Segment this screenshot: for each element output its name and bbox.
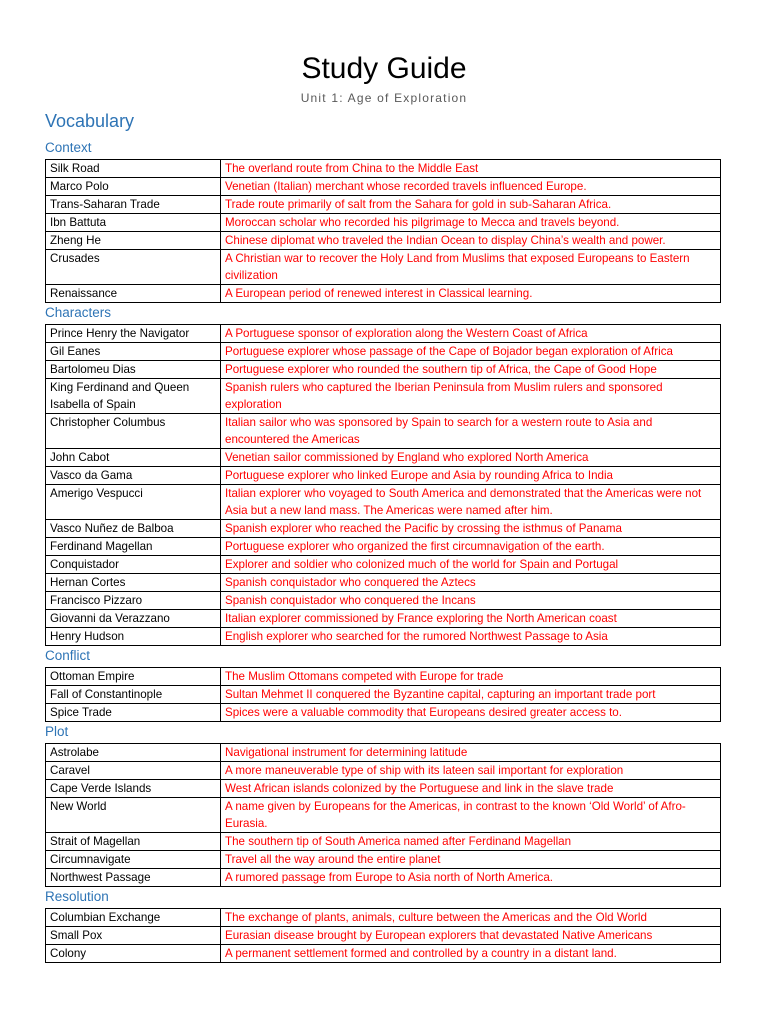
term-cell: Colony [46,945,221,963]
definition-cell: Italian sailor who was sponsored by Spain to search for a western route to Asia and encountered the Americas [221,414,721,449]
table-row [46,325,721,343]
table-row [46,160,721,178]
table-row [46,214,721,232]
definition-cell: A permanent settlement formed and controlled by a country in a distant land. [221,945,721,963]
term-cell: Crusades [46,250,221,285]
definition-cell: The overland route from China to the Middle East [221,160,721,178]
table-row [46,232,721,250]
page-subtitle: Unit 1: Age of Exploration [300,91,468,105]
term-cell: Spice Trade [46,704,221,722]
definition-cell: A Christian war to recover the Holy Land from Muslims that exposed Europeans to Eastern civilization [221,250,721,285]
table-row [46,945,721,963]
table-row [46,520,721,538]
definition-cell: Spanish explorer who reached the Pacific by crossing the isthmus of Panama [221,520,721,538]
definition-cell: Travel all the way around the entire planet [221,851,721,869]
table-row [46,592,721,610]
table-row [46,449,721,467]
term-cell: Circumnavigate [46,851,221,869]
definition-cell: Navigational instrument for determining latitude [221,744,721,762]
term-cell: Small Pox [46,927,221,945]
definition-cell: Portuguese explorer who rounded the southern tip of Africa, the Cape of Good Hope [221,361,721,379]
definition-cell: Portuguese explorer whose passage of the Cape of Bojador began exploration of Africa [221,343,721,361]
term-cell: Hernan Cortes [46,574,221,592]
term-cell: Vasco da Gama [46,467,221,485]
definition-cell: Moroccan scholar who recorded his pilgrimage to Mecca and travels beyond. [221,214,721,232]
term-cell: Vasco Nuñez de Balboa [46,520,221,538]
definition-cell: Sultan Mehmet II conquered the Byzantine capital, capturing an important trade port [221,686,721,704]
definition-cell: Venetian (Italian) merchant whose recorded travels influenced Europe. [221,178,721,196]
section-heading: Resolution [45,889,109,904]
table-row [46,538,721,556]
table-row [46,851,721,869]
table-row [46,762,721,780]
definition-cell: Portuguese explorer who organized the first circumnavigation of the earth. [221,538,721,556]
term-cell: Cape Verde Islands [46,780,221,798]
table-row [46,379,721,414]
term-cell: Renaissance [46,285,221,303]
definition-cell: English explorer who searched for the rumored Northwest Passage to Asia [221,628,721,646]
vocab-table [45,159,721,303]
vocabulary-heading: Vocabulary [45,111,135,131]
table-row [46,610,721,628]
definition-cell: A Portuguese sponsor of exploration along the Western Coast of Africa [221,325,721,343]
table-row [46,414,721,449]
term-cell: Henry Hudson [46,628,221,646]
table-row [46,798,721,833]
definition-cell: Spanish conquistador who conquered the Incans [221,592,721,610]
table-row [46,361,721,379]
definition-cell: A more maneuverable type of ship with its lateen sail important for exploration [221,762,721,780]
definition-cell: Explorer and soldier who colonized much of the world for Spain and Portugal [221,556,721,574]
table-row [46,196,721,214]
term-cell: Bartolomeu Dias [46,361,221,379]
table-row [46,744,721,762]
section-heading: Context [45,140,92,155]
term-cell: Ibn Battuta [46,214,221,232]
table-row [46,909,721,927]
term-cell: Marco Polo [46,178,221,196]
vocab-table [45,667,721,722]
term-cell: Prince Henry the Navigator [46,325,221,343]
table-row [46,574,721,592]
table-row [46,869,721,887]
table-row [46,485,721,520]
definition-cell: The exchange of plants, animals, culture between the Americas and the Old World [221,909,721,927]
term-cell: King Ferdinand and Queen Isabella of Spain [46,379,221,414]
vocabulary-content [45,138,721,963]
page-title: Study Guide [301,52,467,85]
definition-cell: Italian explorer commissioned by France exploring the North American coast [221,610,721,628]
definition-cell: The Muslim Ottomans competed with Europe for trade [221,668,721,686]
definition-cell: Spanish conquistador who conquered the Aztecs [221,574,721,592]
definition-cell: Eurasian disease brought by European explorers that devastated Native Americans [221,927,721,945]
term-cell: New World [46,798,221,833]
table-row [46,343,721,361]
table-row [46,628,721,646]
definition-cell: The southern tip of South America named after Ferdinand Magellan [221,833,721,851]
table-row [46,833,721,851]
definition-cell: A European period of renewed interest in Classical learning. [221,285,721,303]
term-cell: Northwest Passage [46,869,221,887]
table-row [46,686,721,704]
section-heading: Plot [45,724,69,739]
term-cell: Christopher Columbus [46,414,221,449]
definition-cell: Portuguese explorer who linked Europe and Asia by rounding Africa to India [221,467,721,485]
vocab-table [45,324,721,646]
definition-cell: Italian explorer who voyaged to South America and demonstrated that the Americas were not Asia but a new land mass. The Americas were named after him. [221,485,721,520]
table-row [46,780,721,798]
term-cell: Astrolabe [46,744,221,762]
section-heading: Characters [45,305,112,320]
table-row [46,704,721,722]
table-row [46,556,721,574]
vocab-table [45,743,721,887]
definition-cell: Spices were a valuable commodity that Europeans desired greater access to. [221,704,721,722]
definition-cell: Venetian sailor commissioned by England who explored North America [221,449,721,467]
section-heading: Conflict [45,648,91,663]
table-row [46,250,721,285]
term-cell: Francisco Pizzaro [46,592,221,610]
definition-cell: A name given by Europeans for the Americas, in contrast to the known ‘Old World’ of Afro-Eurasia. [221,798,721,833]
definition-cell: Spanish rulers who captured the Iberian Peninsula from Muslim rulers and sponsored exploration [221,379,721,414]
term-cell: Gil Eanes [46,343,221,361]
definition-cell: A rumored passage from Europe to Asia north of North America. [221,869,721,887]
term-cell: Strait of Magellan [46,833,221,851]
definition-cell: Chinese diplomat who traveled the Indian Ocean to display China’s wealth and power. [221,232,721,250]
term-cell: Zheng He [46,232,221,250]
term-cell: Giovanni da Verazzano [46,610,221,628]
term-cell: Conquistador [46,556,221,574]
term-cell: Silk Road [46,160,221,178]
term-cell: John Cabot [46,449,221,467]
term-cell: Fall of Constantinople [46,686,221,704]
table-row [46,285,721,303]
definition-cell: West African islands colonized by the Portuguese and link in the slave trade [221,780,721,798]
definition-cell: Trade route primarily of salt from the Sahara for gold in sub-Saharan Africa. [221,196,721,214]
term-cell: Trans-Saharan Trade [46,196,221,214]
table-row [46,467,721,485]
table-row [46,668,721,686]
vocab-table [45,908,721,963]
table-row [46,927,721,945]
term-cell: Ottoman Empire [46,668,221,686]
term-cell: Amerigo Vespucci [46,485,221,520]
table-row [46,178,721,196]
term-cell: Caravel [46,762,221,780]
term-cell: Columbian Exchange [46,909,221,927]
term-cell: Ferdinand Magellan [46,538,221,556]
